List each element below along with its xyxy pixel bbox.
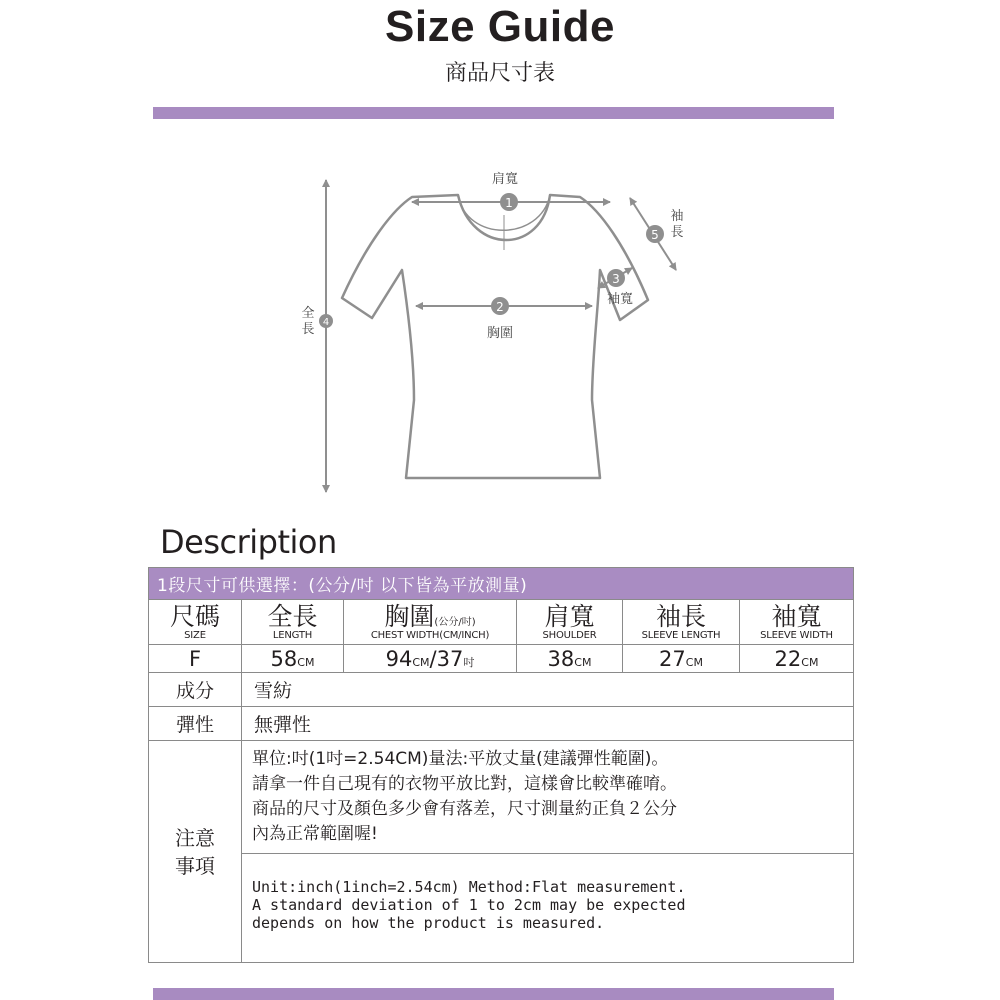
page-title: Size Guide [385, 2, 615, 51]
sleeve-width-value: 22CM [740, 645, 854, 673]
notes-label: 注意 事項 [149, 741, 242, 963]
chest-label: 胸圍 [486, 326, 514, 341]
length-value: 58CM [242, 645, 344, 673]
garment-diagram [280, 160, 700, 500]
sleeve-length-label-1: 袖 [670, 209, 684, 224]
elasticity-label: 彈性 [149, 707, 242, 741]
description-heading: Description [160, 523, 337, 561]
sleeve-width-label: 袖寬 [606, 292, 634, 307]
marker-1-label: 1 [505, 196, 513, 210]
top-accent-band [153, 107, 834, 119]
notes-row-en [149, 854, 854, 963]
col-chest: 胸圍(公分/吋) CHEST WIDTH(CM/INCH) [344, 600, 517, 645]
column-header-row [149, 600, 854, 645]
notes-zh: 單位:吋(1吋=2.54CM)量法:平放丈量(建議彈性範圍)。 請拿一件自己現有的衣物平放比對，這樣會比較準確唷。 商品的尺寸及顏色多少會有落差，尺寸測量約正負２公分 內為正常範圍喔! [242, 741, 854, 854]
page-subtitle: 商品尺寸表 [444, 61, 555, 86]
shoulder-label: 肩寬 [491, 172, 519, 187]
marker-3-label: 3 [612, 272, 620, 286]
material-value: 雪紡 [242, 673, 854, 707]
length-label-1: 全 [301, 306, 315, 321]
notes-row-zh [149, 741, 854, 854]
elasticity-row [149, 707, 854, 741]
marker-4-label: 4 [322, 317, 330, 328]
size-table [148, 567, 854, 963]
table-header: 1段尺寸可供選擇：(公分/吋 以下皆為平放測量) [149, 568, 854, 600]
notes-en: Unit:inch(1inch=2.54cm) Method:Flat measurement. A standard deviation of 1 to 2cm may be expected depends on how the product is measured. [242, 854, 854, 963]
shoulder-value: 38CM [517, 645, 623, 673]
marker-5-label: 5 [651, 228, 659, 242]
sleeve-length-label-2: 長 [670, 225, 684, 240]
col-size: 尺碼 SIZE [149, 600, 242, 645]
col-sleeve-width: 袖寬 SLEEVE WIDTH [740, 600, 854, 645]
table-row [149, 645, 854, 673]
bottom-accent-band [153, 988, 834, 1000]
col-sleeve-length: 袖長 SLEEVE LENGTH [623, 600, 740, 645]
col-length: 全長 LENGTH [242, 600, 344, 645]
material-label: 成分 [149, 673, 242, 707]
col-shoulder: 肩寬 SHOULDER [517, 600, 623, 645]
chest-value: 94CM/37吋 [344, 645, 517, 673]
length-label-2: 長 [301, 322, 315, 337]
material-row [149, 673, 854, 707]
size-value: F [149, 645, 242, 673]
elasticity-value: 無彈性 [242, 707, 854, 741]
marker-2-label: 2 [496, 300, 504, 314]
sleeve-length-value: 27CM [623, 645, 740, 673]
